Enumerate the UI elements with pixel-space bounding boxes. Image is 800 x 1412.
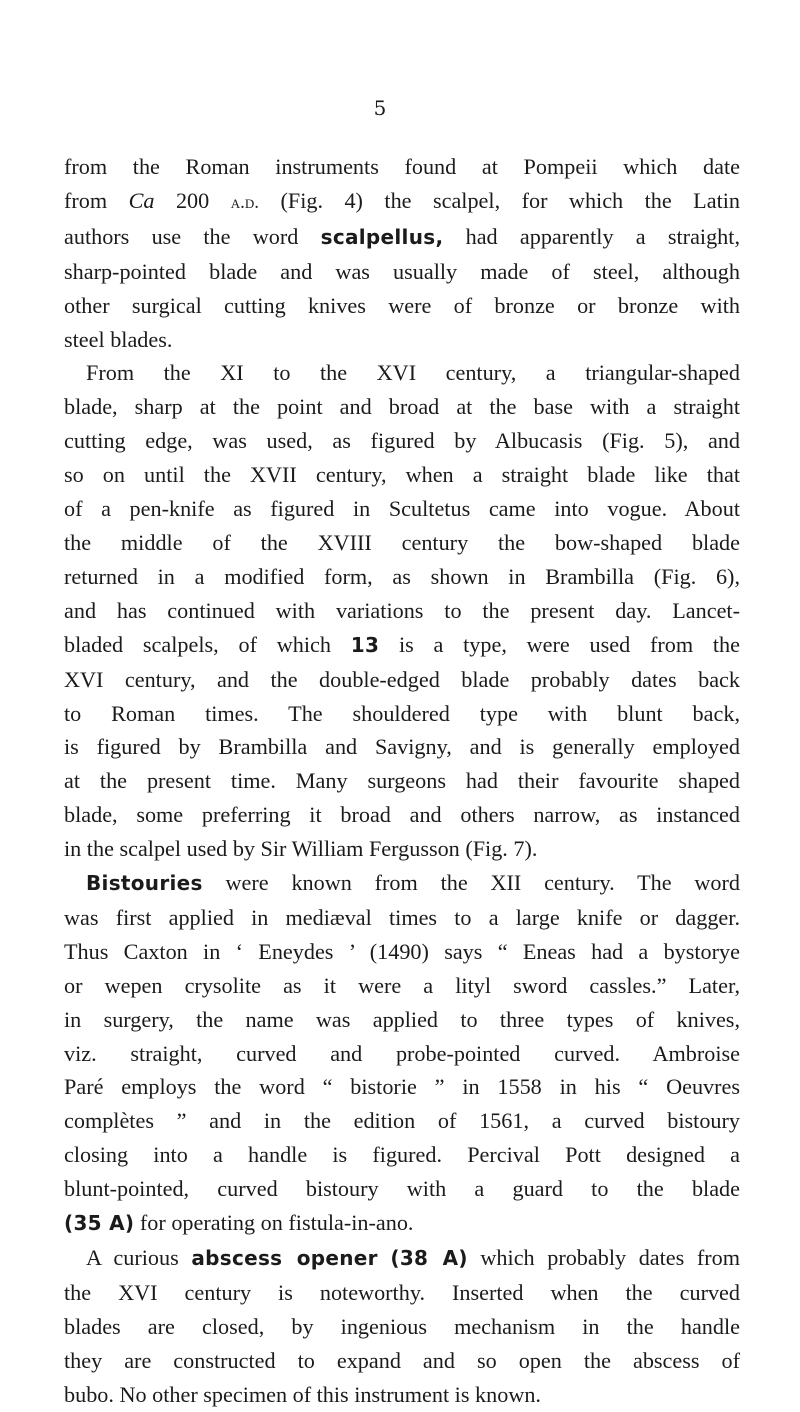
text-segment: steel blades. <box>64 326 173 352</box>
text-segment: viz. straight, curved and probe-pointed curved. Ambroise <box>64 1040 740 1066</box>
text-line <box>64 458 740 492</box>
page-number: 5 <box>373 96 387 120</box>
text-segment: from <box>64 187 129 213</box>
text-line <box>64 1241 740 1276</box>
text-segment: bladed scalpels, of which <box>64 631 351 657</box>
bold-term: scalpellus, <box>320 224 444 249</box>
text-line <box>64 1070 740 1104</box>
text-line <box>64 1206 740 1241</box>
text-segment: were known from the XII century. The word <box>202 870 740 896</box>
text-segment: for operating on fistula-in-ano. <box>134 1210 414 1236</box>
text-line <box>64 832 740 866</box>
text-segment <box>378 1245 391 1270</box>
text-line <box>64 1276 740 1310</box>
text-line <box>64 1003 740 1037</box>
text-segment: Thus Caxton in ‘ Eneydes ’ (1490) says “ Eneas had a bystorye <box>64 938 740 964</box>
bold-term: (38 A) <box>390 1246 468 1270</box>
text-line <box>64 356 740 390</box>
text-line <box>64 560 740 594</box>
text-line <box>64 1037 740 1071</box>
text-segment: blunt-pointed, curved bistoury with a guard to the blade <box>64 1176 740 1202</box>
text-line <box>64 1138 740 1172</box>
text-segment: complètes ” and in the edition of 1561, a curved bistoury <box>64 1108 740 1134</box>
text-segment: cutting edge, was used, as figured by Albucasis (Fig. 5), and <box>64 428 740 454</box>
text-segment: (Fig. 4) the scalpel, for which the Latin <box>259 187 740 213</box>
text-segment: bubo. No other specimen of this instrument is known. <box>64 1381 541 1407</box>
text-line <box>64 526 740 560</box>
text-segment: was first applied in mediæval times to a large knife or dagger. <box>64 904 740 930</box>
text-segment: 200 <box>154 187 231 213</box>
text-line <box>64 697 740 731</box>
text-line <box>64 1344 740 1378</box>
bold-term: abscess opener <box>191 1246 378 1270</box>
text-line <box>64 969 740 1003</box>
text-segment: blades are closed, by ingenious mechanism in the handle <box>64 1313 740 1339</box>
text-segment: the XVI century is noteworthy. Inserted when the curved <box>64 1279 740 1305</box>
text-line <box>64 492 740 526</box>
text-segment: from the Roman instruments found at Pompeii which date <box>64 154 740 179</box>
text-segment: they are constructed to expand and so open the abscess of <box>64 1347 740 1373</box>
text-segment: so on until the XVII century, when a straight blade like that <box>64 462 740 488</box>
bold-term: Bistouries <box>86 871 203 896</box>
text-line <box>64 663 740 697</box>
text-segment: returned in a modified form, as shown in Brambilla (Fig. 6), <box>64 563 740 589</box>
text-line <box>64 901 740 935</box>
text-segment: closing into a handle is figured. Percival Pott designed a <box>64 1142 740 1168</box>
text-segment: the middle of the XVIII century the bow-shaped blade <box>64 529 740 555</box>
text-segment: is figured by Brambilla and Savigny, and is generally employed <box>64 734 740 760</box>
text-line <box>64 424 740 458</box>
text-line <box>64 390 740 424</box>
text-line <box>64 289 740 323</box>
text-line <box>64 764 740 798</box>
text-line <box>64 220 740 255</box>
text-segment: other surgical cutting knives were of bronze or bronze with <box>64 292 740 318</box>
text-line <box>64 323 740 357</box>
text-segment: a.d. <box>230 191 259 213</box>
text-segment: From the XI to the XVI century, a triangular-shaped <box>86 360 740 386</box>
text-segment: at the present time. Many surgeons had their favourite shaped <box>64 768 740 794</box>
text-line <box>64 935 740 969</box>
text-segment: is a type, were used from the <box>379 631 740 657</box>
text-segment: sharp-pointed blade and was usually made of steel, although <box>64 258 740 284</box>
text-line <box>64 798 740 832</box>
text-line <box>64 1310 740 1344</box>
text-segment: blade, sharp at the point and broad at the base with a straight <box>64 394 740 420</box>
text-segment: XVI century, and the double-edged blade probably dates back <box>64 666 740 692</box>
text-segment: blade, some preferring it broad and others narrow, as instanced <box>64 802 740 828</box>
text-line <box>64 1104 740 1138</box>
text-line <box>64 730 740 764</box>
text-segment: in the scalpel used by Sir William Fergusson (Fig. 7). <box>64 836 538 862</box>
text-segment: which probably dates from <box>467 1245 741 1270</box>
text-segment: of a pen-knife as figured in Scultetus came into vogue. About <box>64 496 740 522</box>
text-line <box>64 1378 740 1412</box>
bold-term: 13 <box>350 632 380 657</box>
text-line <box>64 866 740 901</box>
text-segment: or wepen crysolite as it were a lityl sword cassles.” Later, <box>64 972 740 998</box>
text-line <box>64 184 740 220</box>
text-segment: Ca <box>128 187 155 213</box>
text-segment: and has continued with variations to the present day. Lancet- <box>64 597 740 623</box>
bold-term: (35 A) <box>64 1211 135 1236</box>
text-segment: A curious <box>86 1245 192 1270</box>
text-line <box>64 255 740 289</box>
text-segment: had apparently a straight, <box>443 223 740 249</box>
text-line <box>64 150 740 184</box>
body-text <box>64 150 740 1412</box>
text-segment: authors use the word <box>64 223 321 249</box>
text-segment: Paré employs the word “ bistorie ” in 1558 in his “ Oeuvres <box>64 1074 740 1100</box>
text-line <box>64 594 740 628</box>
text-segment: to Roman times. The shouldered type with blunt back, <box>64 700 740 726</box>
text-line <box>64 1172 740 1206</box>
text-segment: in surgery, the name was applied to three types of knives, <box>64 1006 740 1032</box>
text-line <box>64 628 740 663</box>
